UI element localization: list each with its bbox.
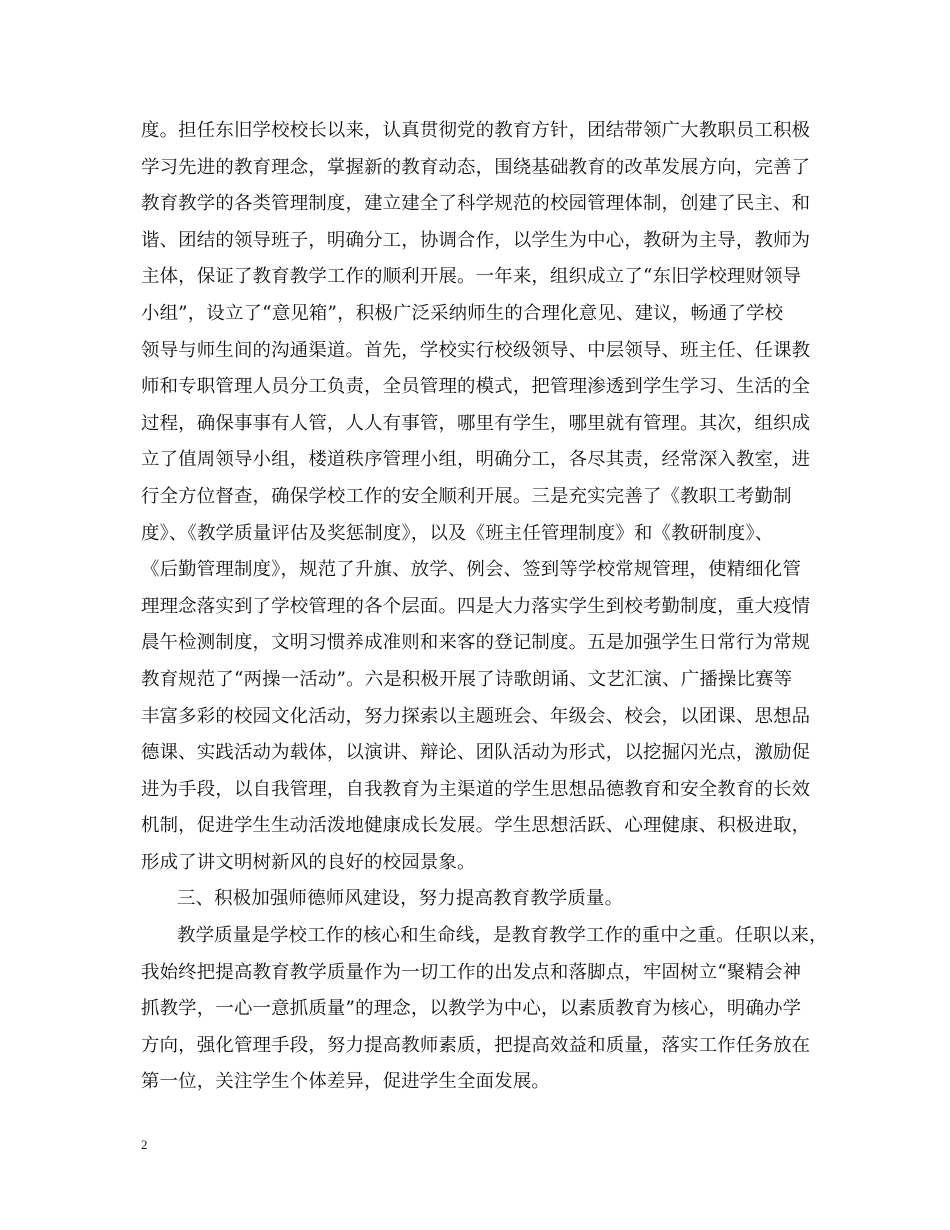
text-line: 领导与师生间的沟通渠道。首先，学校实行校级领导、中层领导、班主任、任课教 <box>141 339 811 361</box>
text-line: 进为手段，以自我管理，自我教育为主渠道的学生思想品德教育和安全教育的长效 <box>141 778 811 800</box>
text-line: 抓教学，一心一意抓质量”的理念，以教学为中心，以素质教育为核心，明确办学 <box>141 998 802 1020</box>
text-line: 度》、《教学质量评估及奖惩制度》，以及《班主任管理制度》和《教研制度》、 <box>141 522 774 544</box>
text-line: 形成了讲文明树新风的良好的校园景象。 <box>141 851 476 873</box>
text-line: 师和专职管理人员分工负责，全员管理的模式，把管理渗透到学生学习、生活的全 <box>141 376 811 398</box>
text-line: 度。担任东旧学校校长以来，认真贯彻党的教育方针，团结带领广大教职员工积极 <box>141 120 811 141</box>
text-line: 教育规范了“两操一活动”。六是积极开展了诗歌朗诵、文艺汇演、广播操比赛等 <box>141 668 793 690</box>
text-line: 教育教学的各类管理制度，建立建全了科学规范的校园管理体制，创建了民主、和 <box>141 193 811 215</box>
text-line: 理理念落实到了学校管理的各个层面。四是大力落实学生到校考勤制度，重大疫情 <box>141 595 811 617</box>
text-line: 过程，确保事事有人管，人人有事管，哪里有学生，哪里就有管理。其次，组织成 <box>141 412 811 434</box>
text-line: 《后勤管理制度》，规范了升旗、放学、例会、签到等学校常规管理，使精细化管 <box>141 559 802 581</box>
text-line: 行全方位督查，确保学校工作的安全顺利开展。三是充实完善了《教职工考勤制 <box>141 485 792 507</box>
text-line: 谐、团结的领导班子，明确分工，协调合作，以学生为中心，教研为主导，教师为 <box>141 229 811 251</box>
text-line: 德课、实践活动为载体，以演讲、辩论、团队活动为形式，以挖掘闪光点，激励促 <box>141 742 811 764</box>
text-line: 晨午检测制度，文明习惯养成准则和来客的登记制度。五是加强学生日常行为常规 <box>141 632 811 654</box>
text-line: 机制，促进学生生动活泼地健康成长发展。学生思想活跃、心理健康、积极进取， <box>141 815 811 837</box>
text-line: 三、积极加强师德师风建设，努力提高教育教学质量。 <box>177 888 624 910</box>
text-line: 丰富多彩的校园文化活动，努力探索以主题班会、年级会、校会，以团课、思想品 <box>141 705 811 727</box>
text-line: 方向，强化管理手段，努力提高教师素质，把提高效益和质量，落实工作任务放在 <box>141 1034 811 1056</box>
text-line: 立了值周领导小组，楼道秩序管理小组，明确分工，各尽其责，经常深入教室，进 <box>141 449 811 471</box>
text-line: 我始终把提高教育教学质量作为一切工作的出发点和落脚点，牢固树立“聚精会神 <box>141 961 802 983</box>
text-line: 第一位，关注学生个体差异，促进学生全面发展。 <box>141 1071 550 1093</box>
text-line: 小组”，设立了“意见箱”，积极广泛采纳师生的合理化意见、建议，畅通了学校 <box>141 302 784 324</box>
text-line: 学习先进的教育理念，掌握新的教育动态，围绕基础教育的改革发展方向，完善了 <box>141 156 811 178</box>
page-number: 2 <box>141 1137 148 1152</box>
text-line: 教学质量是学校工作的核心和生命线，是教育教学工作的重中之重。任职以来， <box>177 925 828 947</box>
text-line: 主体，保证了教育教学工作的顺利开展。一年来，组织成立了“东旧学校理财领导 <box>141 266 802 288</box>
body-text <box>141 113 831 1101</box>
